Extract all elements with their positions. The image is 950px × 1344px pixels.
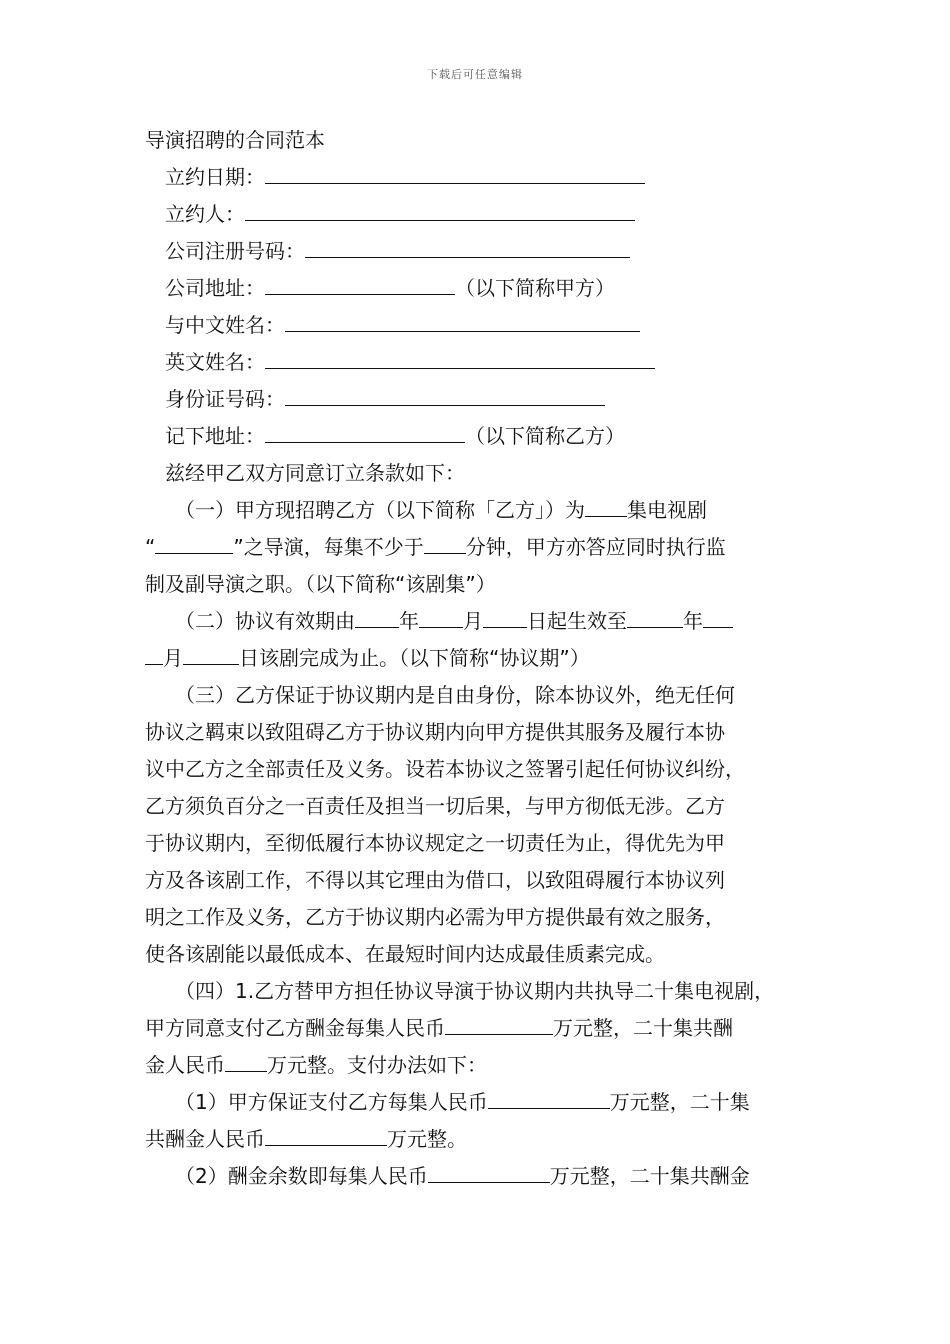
clause-text: 日起生效至 xyxy=(527,609,627,633)
intro-line: 兹经甲乙双方同意订立条款如下： xyxy=(165,461,465,485)
clause-1-line xyxy=(145,529,810,566)
blank-field xyxy=(428,1158,550,1183)
clause-text: 集电视剧 xyxy=(627,498,707,522)
clause-text: 万元整，二十集共酬金 xyxy=(549,1164,750,1188)
clause-4-line: （四）1.乙方替甲方担任协议导演于协议期内共执导二十集电视剧， xyxy=(175,979,775,1003)
clause-3-line: （三）乙方保证于协议期内是自由身份，除本协议外，绝无任何 xyxy=(175,683,735,707)
clause-text: 分钟，甲方亦答应同时执行监 xyxy=(465,535,726,559)
clause-1-line: 制及副导演之职。（以下简称“该剧集”） xyxy=(145,572,496,596)
clause-text: 万元整，二十集共酬 xyxy=(553,1016,733,1040)
blank-field xyxy=(285,381,605,406)
blank-field xyxy=(424,529,466,554)
field-label: 立约人： xyxy=(165,202,245,226)
field-line xyxy=(145,196,810,233)
clause-3-line: 使各该剧能以最低成本、在最短时间内达成最佳质素完成。 xyxy=(145,942,665,966)
clause-text: “ xyxy=(145,535,156,559)
field-label: 英文姓名： xyxy=(165,350,265,374)
blank-field xyxy=(585,492,627,517)
document-title: 导演招聘的合同范本 xyxy=(145,128,325,152)
field-line xyxy=(145,307,810,344)
blank-field xyxy=(265,344,655,369)
clause-4-line xyxy=(145,1047,810,1084)
blank-field xyxy=(285,307,640,332)
field-suffix: （以下简称甲方） xyxy=(455,276,615,300)
blank-field xyxy=(488,1084,610,1109)
clause-text: （一）甲方现招聘乙方（以下简称「乙方」）为 xyxy=(175,498,585,522)
blank-field xyxy=(355,603,399,628)
field-suffix: （以下简称乙方） xyxy=(465,424,625,448)
clause-1-line xyxy=(145,492,810,529)
clause-text: （2）酬金余数即每集人民币 xyxy=(175,1164,428,1188)
blank-field xyxy=(703,603,733,628)
clause-text: 金人民币 xyxy=(145,1053,225,1077)
blank-field xyxy=(155,529,233,554)
field-line xyxy=(145,159,810,196)
clause-2-line xyxy=(145,640,810,677)
blank-field xyxy=(627,603,683,628)
field-label: 公司注册号码： xyxy=(165,239,305,263)
clause-text: 万元整，二十集 xyxy=(609,1090,750,1114)
clause-text: 甲方同意支付乙方酬金每集人民币 xyxy=(145,1016,445,1040)
field-line xyxy=(145,344,810,381)
clause-3-line: 方及各该剧工作，不得以其它理由为借口，以致阻碍履行本协议列 xyxy=(145,868,725,892)
clause-3-line: 于协议期内，至彻低履行本协议规定之一切责任为止，得优先为甲 xyxy=(145,831,725,855)
field-label: 公司地址： xyxy=(165,276,265,300)
clause-text: （二）协议有效期由 xyxy=(175,609,355,633)
blank-field xyxy=(305,233,630,258)
blank-field xyxy=(265,1121,387,1146)
clause-text: ”之导演，每集不少于 xyxy=(233,535,424,559)
clause-3-line: 明之工作及义务，乙方于协议期内必需为甲方提供最有效之服务， xyxy=(145,905,725,929)
clause-text: 年 xyxy=(399,609,419,633)
blank-field xyxy=(225,1047,267,1072)
blank-field xyxy=(483,603,527,628)
blank-field xyxy=(183,640,239,665)
page-header-note: 下载后可任意编辑 xyxy=(427,68,523,81)
blank-field xyxy=(245,196,635,221)
blank-field xyxy=(265,159,645,184)
subpoint-2-line xyxy=(145,1158,810,1195)
clause-text: 万元整。 xyxy=(387,1127,467,1151)
field-label: 身份证号码： xyxy=(165,387,285,411)
blank-field xyxy=(265,418,465,443)
subpoint-1-line xyxy=(145,1084,810,1121)
blank-field xyxy=(145,640,163,665)
field-line xyxy=(145,270,810,307)
field-line xyxy=(145,381,810,418)
field-line xyxy=(145,233,810,270)
field-label: 与中文姓名： xyxy=(165,313,285,337)
clause-text: 年 xyxy=(683,609,703,633)
clause-text: 月 xyxy=(163,646,183,670)
clause-text: （1）甲方保证支付乙方每集人民币 xyxy=(175,1090,488,1114)
clause-4-line xyxy=(145,1010,810,1047)
blank-field xyxy=(445,1010,553,1035)
clause-3-line: 协议之羁束以致阻碍乙方于协议期内向甲方提供其服务及履行本协 xyxy=(145,720,725,744)
clause-3-line: 议中乙方之全部责任及义务。设若本协议之签署引起任何协议纠纷， xyxy=(145,757,745,781)
clause-text: 万元整。支付办法如下： xyxy=(267,1053,487,1077)
clause-2-line xyxy=(145,603,810,640)
field-label: 立约日期： xyxy=(165,165,265,189)
clause-text: 月 xyxy=(463,609,483,633)
clause-3-line: 乙方须负百分之一百责任及担当一切后果，与甲方彻低无涉。乙方 xyxy=(145,794,725,818)
field-line xyxy=(145,418,810,455)
clause-text: 日该剧完成为止。（以下简称“协议期”） xyxy=(239,646,590,670)
clause-text: 共酬金人民币 xyxy=(145,1127,265,1151)
subpoint-1-line xyxy=(145,1121,810,1158)
field-label: 记下地址： xyxy=(165,424,265,448)
blank-field xyxy=(265,270,455,295)
blank-field xyxy=(419,603,463,628)
contract-body xyxy=(145,122,810,1195)
